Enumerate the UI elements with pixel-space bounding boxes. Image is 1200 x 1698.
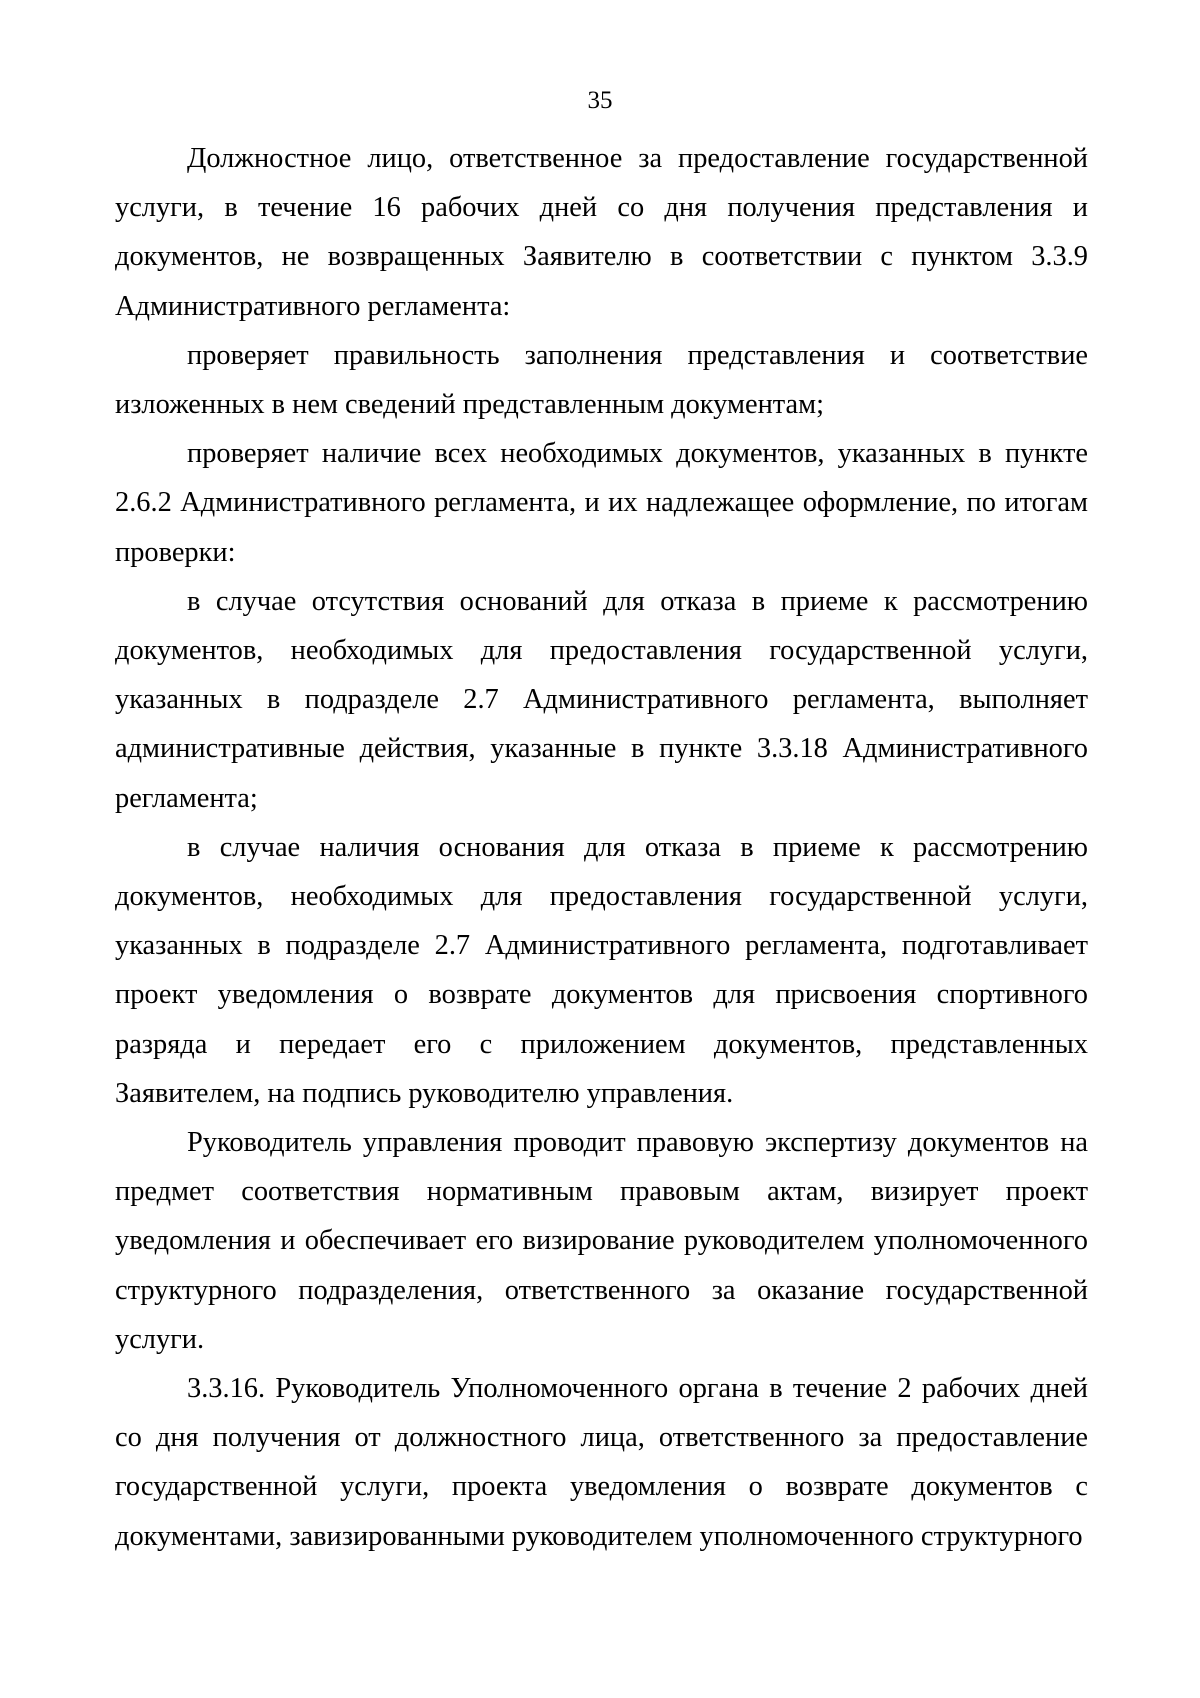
paragraph-no-grounds-refusal: в случае отсутствия оснований для отказа в приеме к рассмотрению документов, необходимых для предоставления государственной услуги, указанных в подразделе 2.7 Административного регламента, выполняет административные действия, указанные в пункте 3.3.18 Административного регламента; — [115, 585, 1088, 814]
paragraph-checks-documents: проверяет наличие всех необходимых документов, указанных в пункте 2.6.2 Административного регламента, и их надлежащее оформление, по итогам проверки: — [115, 438, 1088, 568]
paragraph-checks-correctness: проверяет правильность заполнения представления и соответствие изложенных в нем сведений представленным документам; — [115, 339, 1088, 421]
paragraph-grounds-refusal: в случае наличия основания для отказа в приеме к рассмотрению документов, необходимых для предоставления государственной услуги, указанных в подразделе 2.7 Административного регламента, подготавливает проект уведомления о возврате документов для присвоения спортивного разряда и передает его с приложением документов, представленных Заявителем, на подпись руководителю управления. — [115, 831, 1088, 1109]
document-body — [115, 134, 1088, 1561]
paragraph-legal-review: Руководитель управления проводит правовую экспертизу документов на предмет соответствия нормативным правовым актам, визирует проект уведомления и обеспечивает его визирование руководителем уполномоченного структурного подразделения, ответственного за оказание государственной услуги. — [115, 1127, 1088, 1355]
page-number: 35 — [587, 87, 613, 114]
paragraph-responsible-official: Должностное лицо, ответственное за предоставление государственной услуги, в течение 16 рабочих дней со дня получения представления и документов, не возвращенных Заявителю в соответствии с пунктом 3.3.9 Административного регламента: — [115, 143, 1088, 322]
paragraph-section-3-3-16: 3.3.16. Руководитель Уполномоченного органа в течение 2 рабочих дней со дня получения от должностного лица, ответственного за предоставление государственной услуги, проекта уведомления о возврате документов с документами, завизированными руководителем уполномоченного структурного — [115, 1373, 1088, 1552]
